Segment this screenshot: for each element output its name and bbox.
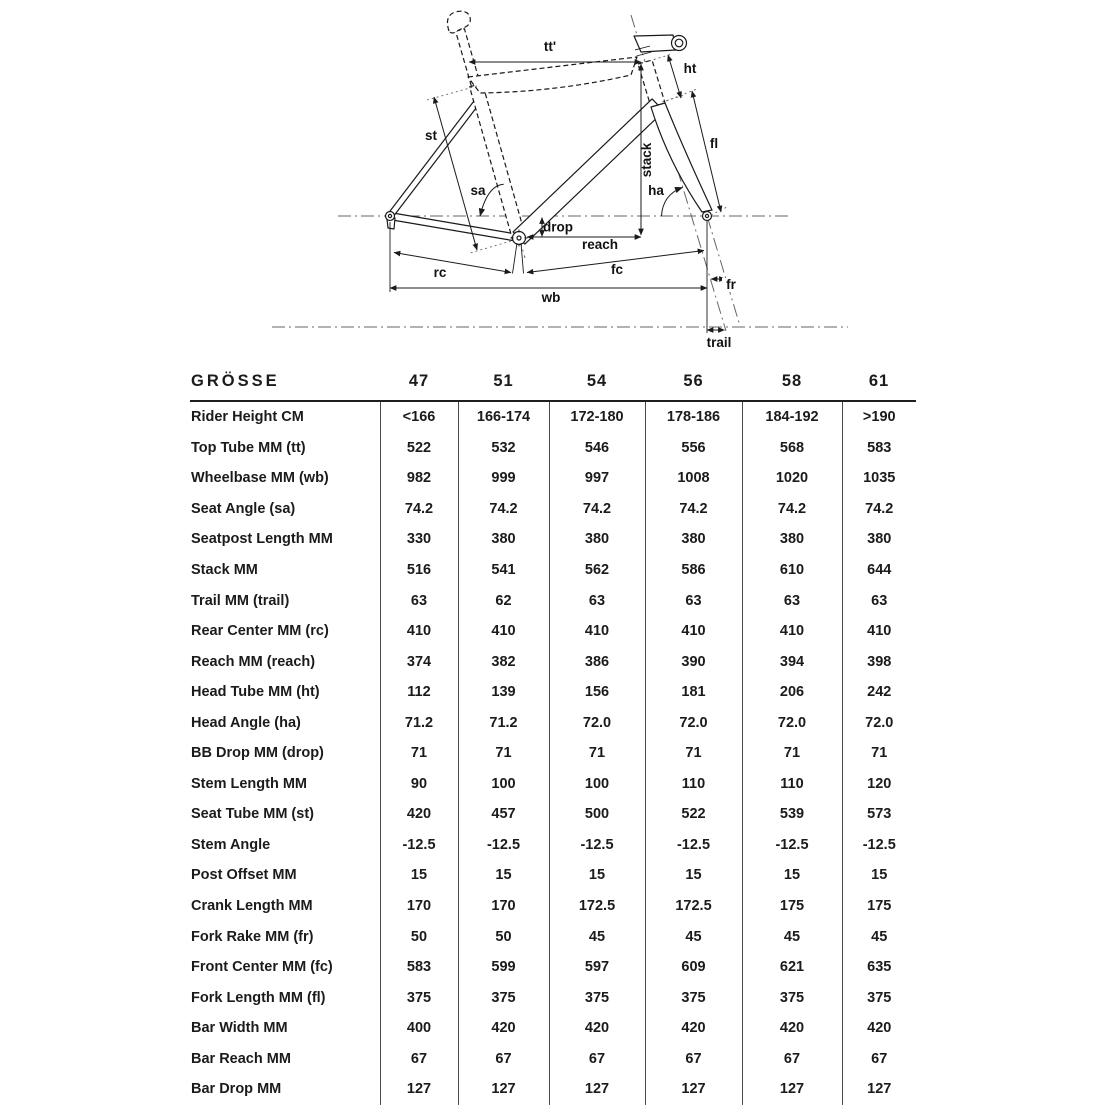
cell-value: 597 [549,952,645,983]
cell-value: 532 [458,433,549,464]
cell-value: 15 [645,860,742,891]
cell-value: 420 [645,1013,742,1044]
cell-value: 74.2 [742,494,842,525]
cell-value: 181 [645,677,742,708]
table-row [190,891,916,922]
cell-value: 206 [742,677,842,708]
dim-label-reach: reach [581,237,619,252]
stem [634,35,676,52]
cell-value: 110 [645,769,742,800]
dim-label-fr: fr [726,277,736,292]
cell-value: 172.5 [549,891,645,922]
cell-value: 410 [549,616,645,647]
row-label: Bar Width MM [191,1020,288,1037]
row-label: Rider Height CM [191,409,304,426]
cell-value: 67 [380,1043,458,1074]
cell-value: 71 [742,738,842,769]
cell-value: 74.2 [549,494,645,525]
cell-value: -12.5 [380,830,458,861]
dim-label-drop: drop [543,219,573,235]
table-row [190,401,916,433]
frame-geometry-diagram [0,0,1100,355]
cell-value: 71.2 [380,707,458,738]
table-row [190,799,916,830]
dim-label-sa: sa [470,183,486,198]
cell-value: 170 [458,891,549,922]
table-row [190,463,916,494]
cell-value: 50 [380,921,458,952]
table-row [190,952,916,983]
cell-value: 100 [549,769,645,800]
cell-value: 500 [549,799,645,830]
table-row [190,860,916,891]
bottom-bracket-inner [517,236,521,240]
cell-value: -12.5 [742,830,842,861]
size-header: 54 [549,354,645,401]
cell-value: 390 [645,646,742,677]
table-row [190,433,916,464]
cell-value: 90 [380,769,458,800]
cell-value: 539 [742,799,842,830]
size-header: 56 [645,354,742,401]
cell-value: 127 [742,1074,842,1105]
table-row [190,646,916,677]
cell-value: 45 [842,921,916,952]
cell-value: 127 [458,1074,549,1105]
cell-value: 127 [842,1074,916,1105]
cell-value: >190 [842,401,916,433]
saddle-clamp [447,11,470,33]
cell-value: 127 [380,1074,458,1105]
table-row [190,555,916,586]
cell-value: 71 [842,738,916,769]
row-label: Stem Length MM [191,775,307,792]
cell-value: 1035 [842,463,916,494]
cell-value: 45 [549,921,645,952]
cell-value: 982 [380,463,458,494]
table-row [190,585,916,616]
cell-value: 170 [380,891,458,922]
cell-value: 380 [842,524,916,555]
cell-value: 457 [458,799,549,830]
row-label: BB Drop MM (drop) [191,745,324,762]
cell-value: 375 [842,982,916,1013]
cell-value: 374 [380,646,458,677]
cell-value: 398 [842,646,916,677]
table-row [190,921,916,952]
cell-value: 71 [380,738,458,769]
row-label: Crank Length MM [191,898,313,915]
cell-value: 74.2 [645,494,742,525]
cell-value: -12.5 [645,830,742,861]
table-row [190,494,916,525]
cell-value: 71 [458,738,549,769]
cell-value: 67 [742,1043,842,1074]
cell-value: 63 [645,585,742,616]
cell-value: 166-174 [458,401,549,433]
cell-value: 380 [458,524,549,555]
cell-value: 172-180 [549,401,645,433]
cell-value: 420 [458,1013,549,1044]
table-row [190,524,916,555]
bb-extension-left [513,243,518,274]
cell-value: 599 [458,952,549,983]
table-row [190,982,916,1013]
cell-value: 71.2 [458,707,549,738]
cell-value: 63 [549,585,645,616]
cell-value: 330 [380,524,458,555]
row-label: Seatpost Length MM [191,531,333,548]
cell-value: 62 [458,585,549,616]
cell-value: 110 [742,769,842,800]
table-row [190,738,916,769]
cell-value: 420 [549,1013,645,1044]
cell-value: 15 [458,860,549,891]
cell-value: 644 [842,555,916,586]
table-row [190,1013,916,1044]
cell-value: 573 [842,799,916,830]
table-row [190,707,916,738]
cell-value: 120 [842,769,916,800]
cell-value: 139 [458,677,549,708]
cell-value: 635 [842,952,916,983]
rear-dropout-inner [388,214,391,217]
cell-value: 127 [549,1074,645,1105]
table-row [190,769,916,800]
dim-label-trail: trail [706,335,732,350]
row-label: Reach MM (reach) [191,653,316,670]
cell-value: 375 [458,982,549,1013]
cell-value: 45 [645,921,742,952]
fl-witness-top [666,89,697,101]
cell-value: 375 [380,982,458,1013]
cell-value: -12.5 [458,830,549,861]
dim-label-ha: ha [648,183,664,198]
geometry-table [190,354,916,1105]
cell-value: 175 [842,891,916,922]
row-label: Bar Drop MM [191,1081,282,1098]
size-column-label: GRÖSSE [190,354,380,401]
dim-label-wb: wb [541,290,561,305]
cell-value: 380 [549,524,645,555]
cell-value: 583 [842,433,916,464]
cell-value: 72.0 [842,707,916,738]
centerlines [272,12,848,331]
cell-value: 420 [742,1013,842,1044]
cell-value: 15 [842,860,916,891]
cell-value: 72.0 [645,707,742,738]
table-row [190,830,916,861]
cell-value: <166 [380,401,458,433]
cell-value: 127 [645,1074,742,1105]
cell-value: 568 [742,433,842,464]
table-row [190,1043,916,1074]
row-label: Head Angle (ha) [191,714,301,731]
cell-value: 63 [842,585,916,616]
dim-label-st: st [424,128,438,143]
cell-value: 997 [549,463,645,494]
cell-value: 71 [549,738,645,769]
handlebar-inner [675,39,683,47]
size-header: 61 [842,354,916,401]
size-header: 47 [380,354,458,401]
seatstay [388,96,483,218]
cell-value: 375 [742,982,842,1013]
cell-value: -12.5 [842,830,916,861]
cell-value: 67 [842,1043,916,1074]
cell-value: 516 [380,555,458,586]
cell-value: 72.0 [742,707,842,738]
cell-value: 1008 [645,463,742,494]
cell-value: 556 [645,433,742,464]
cell-value: 586 [645,555,742,586]
table-row [190,677,916,708]
cell-value: 50 [458,921,549,952]
size-header: 58 [742,354,842,401]
cell-value: 410 [380,616,458,647]
cell-value: 156 [549,677,645,708]
cell-value: 380 [742,524,842,555]
cell-value: 15 [380,860,458,891]
ht-witness-bottom [662,95,685,102]
dim-label-rc: rc [433,265,447,280]
cell-value: 546 [549,433,645,464]
cell-value: 410 [842,616,916,647]
row-label: Rear Center MM (rc) [191,623,329,640]
row-label: Fork Rake MM (fr) [191,928,314,945]
bb-extension-right [521,243,524,274]
cell-value: 63 [380,585,458,616]
cell-value: 178-186 [645,401,742,433]
cell-value: 522 [380,433,458,464]
size-header-row [190,354,916,401]
cell-value: 375 [645,982,742,1013]
cell-value: 15 [549,860,645,891]
cell-value: 112 [380,677,458,708]
row-label: Head Tube MM (ht) [191,684,320,701]
row-label: Stem Angle [191,836,271,853]
row-label: Stack MM [191,562,258,578]
cell-value: 583 [380,952,458,983]
cell-value: 375 [549,982,645,1013]
cell-value: 175 [742,891,842,922]
cell-value: 67 [549,1043,645,1074]
front-dropout-inner [705,214,708,217]
cell-value: 562 [549,555,645,586]
cell-value: 410 [458,616,549,647]
chainstay [389,213,519,242]
cell-value: 45 [742,921,842,952]
cell-value: 382 [458,646,549,677]
row-label: Top Tube MM (tt) [191,439,306,456]
cell-value: 67 [458,1043,549,1074]
cell-value: 386 [549,646,645,677]
cell-value: 420 [842,1013,916,1044]
cell-value: 410 [742,616,842,647]
cell-value: 72.0 [549,707,645,738]
cell-value: 242 [842,677,916,708]
dim-label-fl: fl [709,136,719,151]
row-label: Wheelbase MM (wb) [191,470,329,487]
dim-label-stack: stack [639,142,654,178]
cell-value: 74.2 [380,494,458,525]
cell-value: 380 [645,524,742,555]
dim-label-ht: ht [683,61,697,76]
cell-value: 172.5 [645,891,742,922]
cell-value: 541 [458,555,549,586]
ht-dimension [668,55,681,98]
cell-value: 1020 [742,463,842,494]
cell-value: 420 [380,799,458,830]
rc-dimension [394,253,511,273]
dim-label-fc: fc [610,262,624,277]
cell-value: 410 [645,616,742,647]
cell-value: 999 [458,463,549,494]
size-header: 51 [458,354,549,401]
cell-value: 15 [742,860,842,891]
cell-value: -12.5 [549,830,645,861]
cell-value: 63 [742,585,842,616]
cell-value: 400 [380,1013,458,1044]
cell-value: 74.2 [458,494,549,525]
row-label: Seat Angle (sa) [191,500,296,517]
row-label: Trail MM (trail) [191,592,290,609]
row-label: Post Offset MM [191,867,297,884]
geometry-table-body [190,401,916,1105]
row-label: Front Center MM (fc) [191,959,333,976]
row-label: Seat Tube MM (st) [191,806,314,823]
cell-value: 67 [645,1043,742,1074]
ha-angle-arc [662,187,683,216]
cell-value: 609 [645,952,742,983]
dim-label-tt: tt' [543,39,557,54]
cell-value: 74.2 [842,494,916,525]
cell-value: 394 [742,646,842,677]
cell-value: 621 [742,952,842,983]
cell-value: 184-192 [742,401,842,433]
cell-value: 522 [645,799,742,830]
cell-value: 610 [742,555,842,586]
row-label: Bar Reach MM [191,1050,291,1067]
cell-value: 100 [458,769,549,800]
cell-value: 71 [645,738,742,769]
row-label: Fork Length MM (fl) [191,989,326,1006]
table-row [190,616,916,647]
